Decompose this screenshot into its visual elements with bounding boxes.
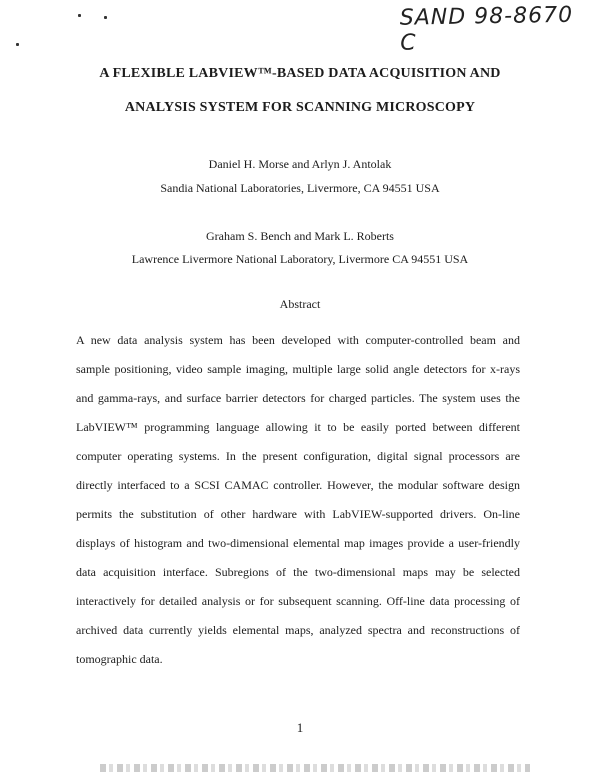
abstract-line: permits the substitution of other hardware with LabVIEW-supported drivers. On-line: [76, 507, 520, 521]
author-affiliation-2: Lawrence Livermore National Laboratory, Livermore CA 94551 USA: [131, 252, 469, 266]
report-number-stamp: SAND 98-8670 C: [399, 2, 574, 56]
scan-speck: [104, 16, 107, 19]
author-names-2: Graham S. Bench and Mark L. Roberts: [206, 229, 394, 243]
abstract-line: sample positioning, video sample imaging, multiple large solid angle detectors for x-rays: [76, 362, 520, 376]
abstract-body: [76, 326, 520, 674]
abstract-heading: Abstract: [279, 297, 321, 311]
scan-speck: [78, 14, 81, 17]
abstract-line: data acquisition interface. Subregions of the two-dimensional maps may be selected: [76, 565, 520, 579]
paper-title-line-1: A FLEXIBLE LABVIEW™-BASED DATA ACQUISITION AND: [99, 66, 501, 81]
abstract-line: LabVIEW™ programming language allowing it to be easily ported between different: [76, 420, 520, 434]
abstract-line: directly interfaced to a SCSI CAMAC controller. However, the modular software design: [76, 478, 520, 492]
author-affiliation-1: Sandia National Laboratories, Livermore, CA 94551 USA: [160, 181, 440, 195]
scan-artifact-strip: [100, 764, 530, 772]
abstract-line: tomographic data.: [76, 652, 163, 666]
paper-title-line-2: ANALYSIS SYSTEM FOR SCANNING MICROSCOPY: [124, 100, 476, 115]
page-number: 1: [296, 720, 304, 735]
abstract-line: and gamma-rays, and surface barrier detectors for charged particles. The system uses the: [76, 391, 520, 405]
author-names-1: Daniel H. Morse and Arlyn J. Antolak: [208, 157, 392, 171]
abstract-line: A new data analysis system has been developed with computer-controlled beam and: [76, 333, 520, 347]
abstract-line: archived data currently yields elemental maps, analyzed spectra and reconstructions of: [76, 623, 520, 637]
abstract-line: interactively for detailed analysis or for subsequent scanning. Off-line data processing of: [76, 594, 520, 608]
abstract-line: displays of histogram and two-dimensional elemental map images provide a user-friendly: [76, 536, 520, 550]
abstract-line: computer operating systems. In the present configuration, digital signal processors are: [76, 449, 520, 463]
scan-speck: [16, 43, 19, 46]
